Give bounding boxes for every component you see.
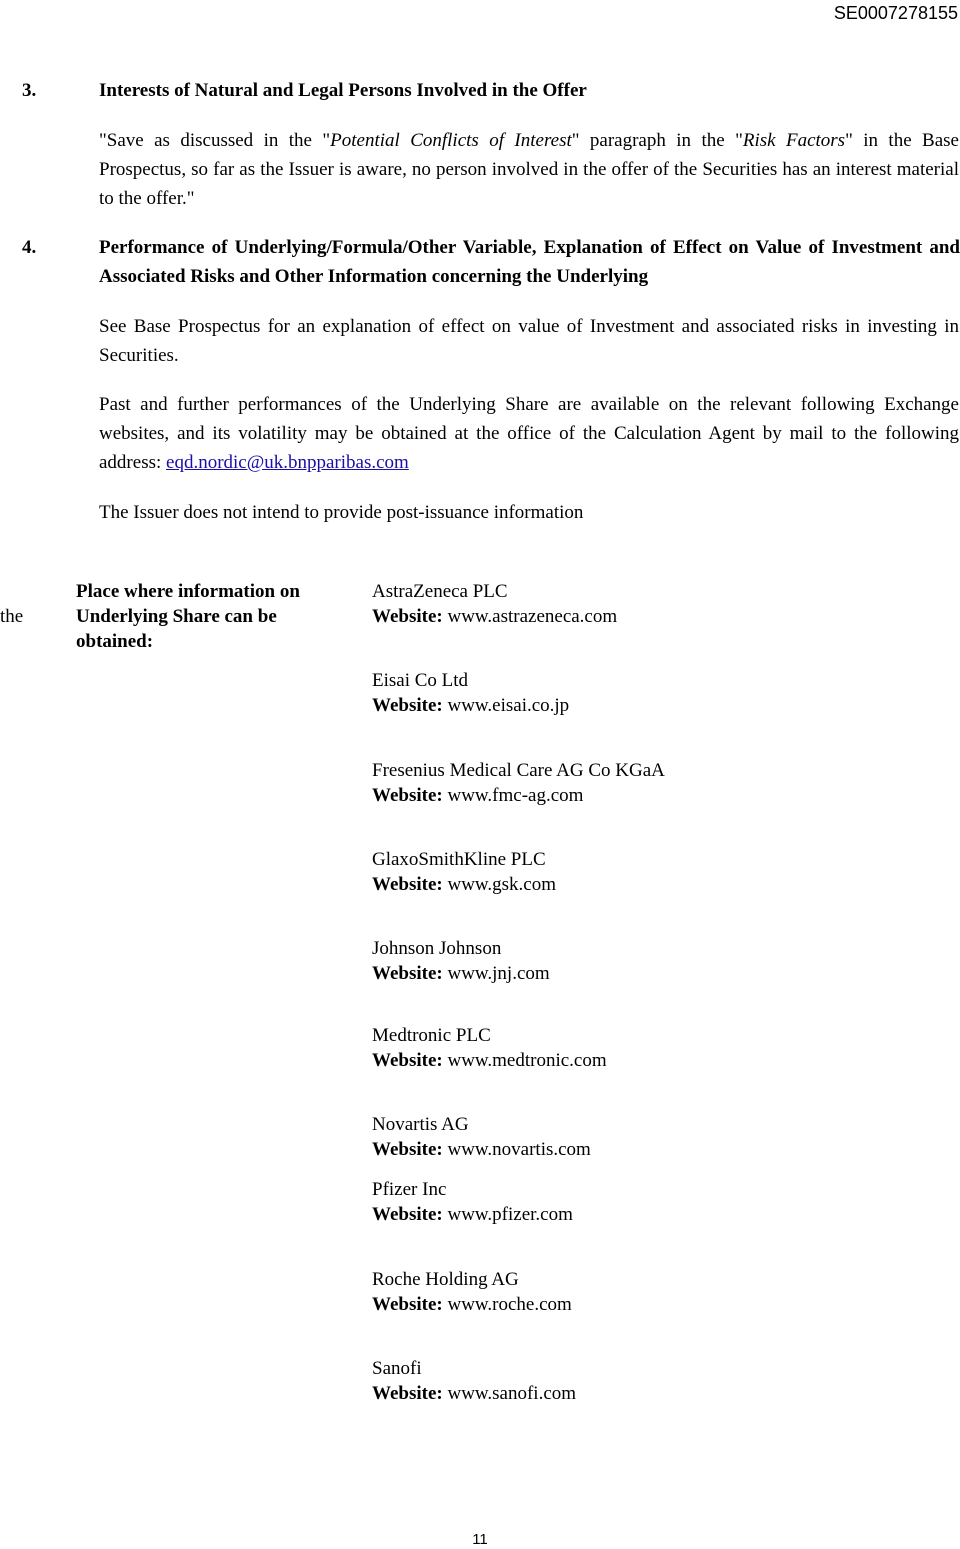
company-website-line bbox=[372, 1137, 591, 1162]
company-name: Sanofi bbox=[372, 1358, 422, 1379]
company-website: www.eisai.co.jp bbox=[447, 695, 570, 716]
website-label: Website: bbox=[372, 785, 443, 806]
company-website: www.gsk.com bbox=[447, 874, 557, 895]
company-website-line bbox=[372, 1381, 576, 1406]
website-label: Website: bbox=[372, 1383, 443, 1404]
company-website: www.roche.com bbox=[447, 1294, 572, 1315]
section-4-paragraph-prospectus: See Base Prospectus for an explanation of effect on value of Investment and associated risks in investing in Securities. bbox=[99, 316, 959, 366]
website-label: Website: bbox=[372, 1294, 443, 1315]
section-3-text-part3: " in the Base Prospectus, so far as the Issuer is aware, no person involved in the offer of the Securities has an interest material to the offer." bbox=[99, 130, 959, 209]
company-website-line bbox=[372, 783, 665, 808]
company-website: www.jnj.com bbox=[447, 963, 550, 984]
company-website: www.sanofi.com bbox=[447, 1383, 577, 1404]
company-name: Eisai Co Ltd bbox=[372, 670, 469, 691]
company-entry bbox=[372, 1112, 591, 1162]
calculation-agent-email-link[interactable]: eqd.nordic@uk.bnpparibas.com bbox=[166, 452, 409, 473]
table-label-cell: Place where information on Underlying Share can be obtained: bbox=[76, 581, 300, 652]
section-3-text-part2: " paragraph in the " bbox=[571, 130, 743, 151]
section-3-italic-risk-factors: Risk Factors bbox=[742, 130, 846, 151]
company-website-line bbox=[372, 872, 556, 897]
company-entry bbox=[372, 758, 665, 808]
section-4-title: Performance of Underlying/Formula/Other Variable, Explanation of Effect on Value of Investment and Associated Risks and Other Information concerning the Underlying bbox=[99, 237, 960, 287]
section-3-number: 3. bbox=[22, 80, 37, 101]
section-4-number: 4. bbox=[22, 237, 37, 258]
company-website: www.medtronic.com bbox=[447, 1050, 607, 1071]
section-3-italic-conflicts: Potential Conflicts of Interest bbox=[330, 130, 572, 151]
website-label: Website: bbox=[372, 695, 443, 716]
company-entry bbox=[372, 1267, 572, 1317]
company-name: Medtronic PLC bbox=[372, 1025, 491, 1046]
company-website-line bbox=[372, 1202, 573, 1227]
website-label: Website: bbox=[372, 1139, 443, 1160]
website-label: Website: bbox=[372, 963, 443, 984]
section-3-text-part1: "Save as discussed in the " bbox=[99, 130, 331, 151]
company-name: AstraZeneca PLC bbox=[372, 581, 508, 602]
company-entry bbox=[372, 847, 556, 897]
company-website-line bbox=[372, 693, 569, 718]
company-entry bbox=[372, 579, 617, 629]
company-website: www.astrazeneca.com bbox=[447, 606, 618, 627]
company-website: www.fmc-ag.com bbox=[447, 785, 584, 806]
company-name: GlaxoSmithKline PLC bbox=[372, 849, 546, 870]
company-entry bbox=[372, 668, 569, 718]
website-label: Website: bbox=[372, 874, 443, 895]
website-label: Website: bbox=[372, 1050, 443, 1071]
company-name: Pfizer Inc bbox=[372, 1179, 447, 1200]
section-4-paragraph-post-issuance: The Issuer does not intend to provide post-issuance information bbox=[99, 502, 584, 523]
website-label: Website: bbox=[372, 1204, 443, 1225]
section-4-paragraph-performance bbox=[99, 390, 959, 477]
company-name: Roche Holding AG bbox=[372, 1269, 519, 1290]
company-entry bbox=[372, 936, 550, 986]
company-name: Fresenius Medical Care AG Co KGaA bbox=[372, 760, 665, 781]
document-isin: SE0007278155 bbox=[833, 3, 958, 23]
company-website-line bbox=[372, 1048, 607, 1073]
section-4-heading bbox=[22, 233, 960, 291]
company-website: www.novartis.com bbox=[447, 1139, 591, 1160]
company-name: Novartis AG bbox=[372, 1114, 469, 1135]
company-website-line bbox=[372, 1292, 572, 1317]
company-entry bbox=[372, 1177, 573, 1227]
website-label: Website: bbox=[372, 606, 443, 627]
company-website-line bbox=[372, 961, 550, 986]
section-3-paragraph bbox=[99, 126, 959, 213]
page-number: 11 bbox=[472, 1531, 488, 1548]
company-website: www.pfizer.com bbox=[447, 1204, 573, 1225]
company-entry bbox=[372, 1023, 607, 1073]
company-entry bbox=[372, 1356, 576, 1406]
company-name: Johnson Johnson bbox=[372, 938, 502, 959]
section-3-heading bbox=[22, 76, 960, 105]
section-3-title: Interests of Natural and Legal Persons Involved in the Offer bbox=[99, 80, 587, 101]
section-4-performance-text: Past and further performances of the Underlying Share are available on the relevant following Exchange websites, and its volatility may be obtained at the office of the Calculation Agent by mail to the following address: bbox=[99, 394, 959, 473]
company-website-line bbox=[372, 604, 617, 629]
table-cut-cell-text: the bbox=[0, 606, 24, 627]
